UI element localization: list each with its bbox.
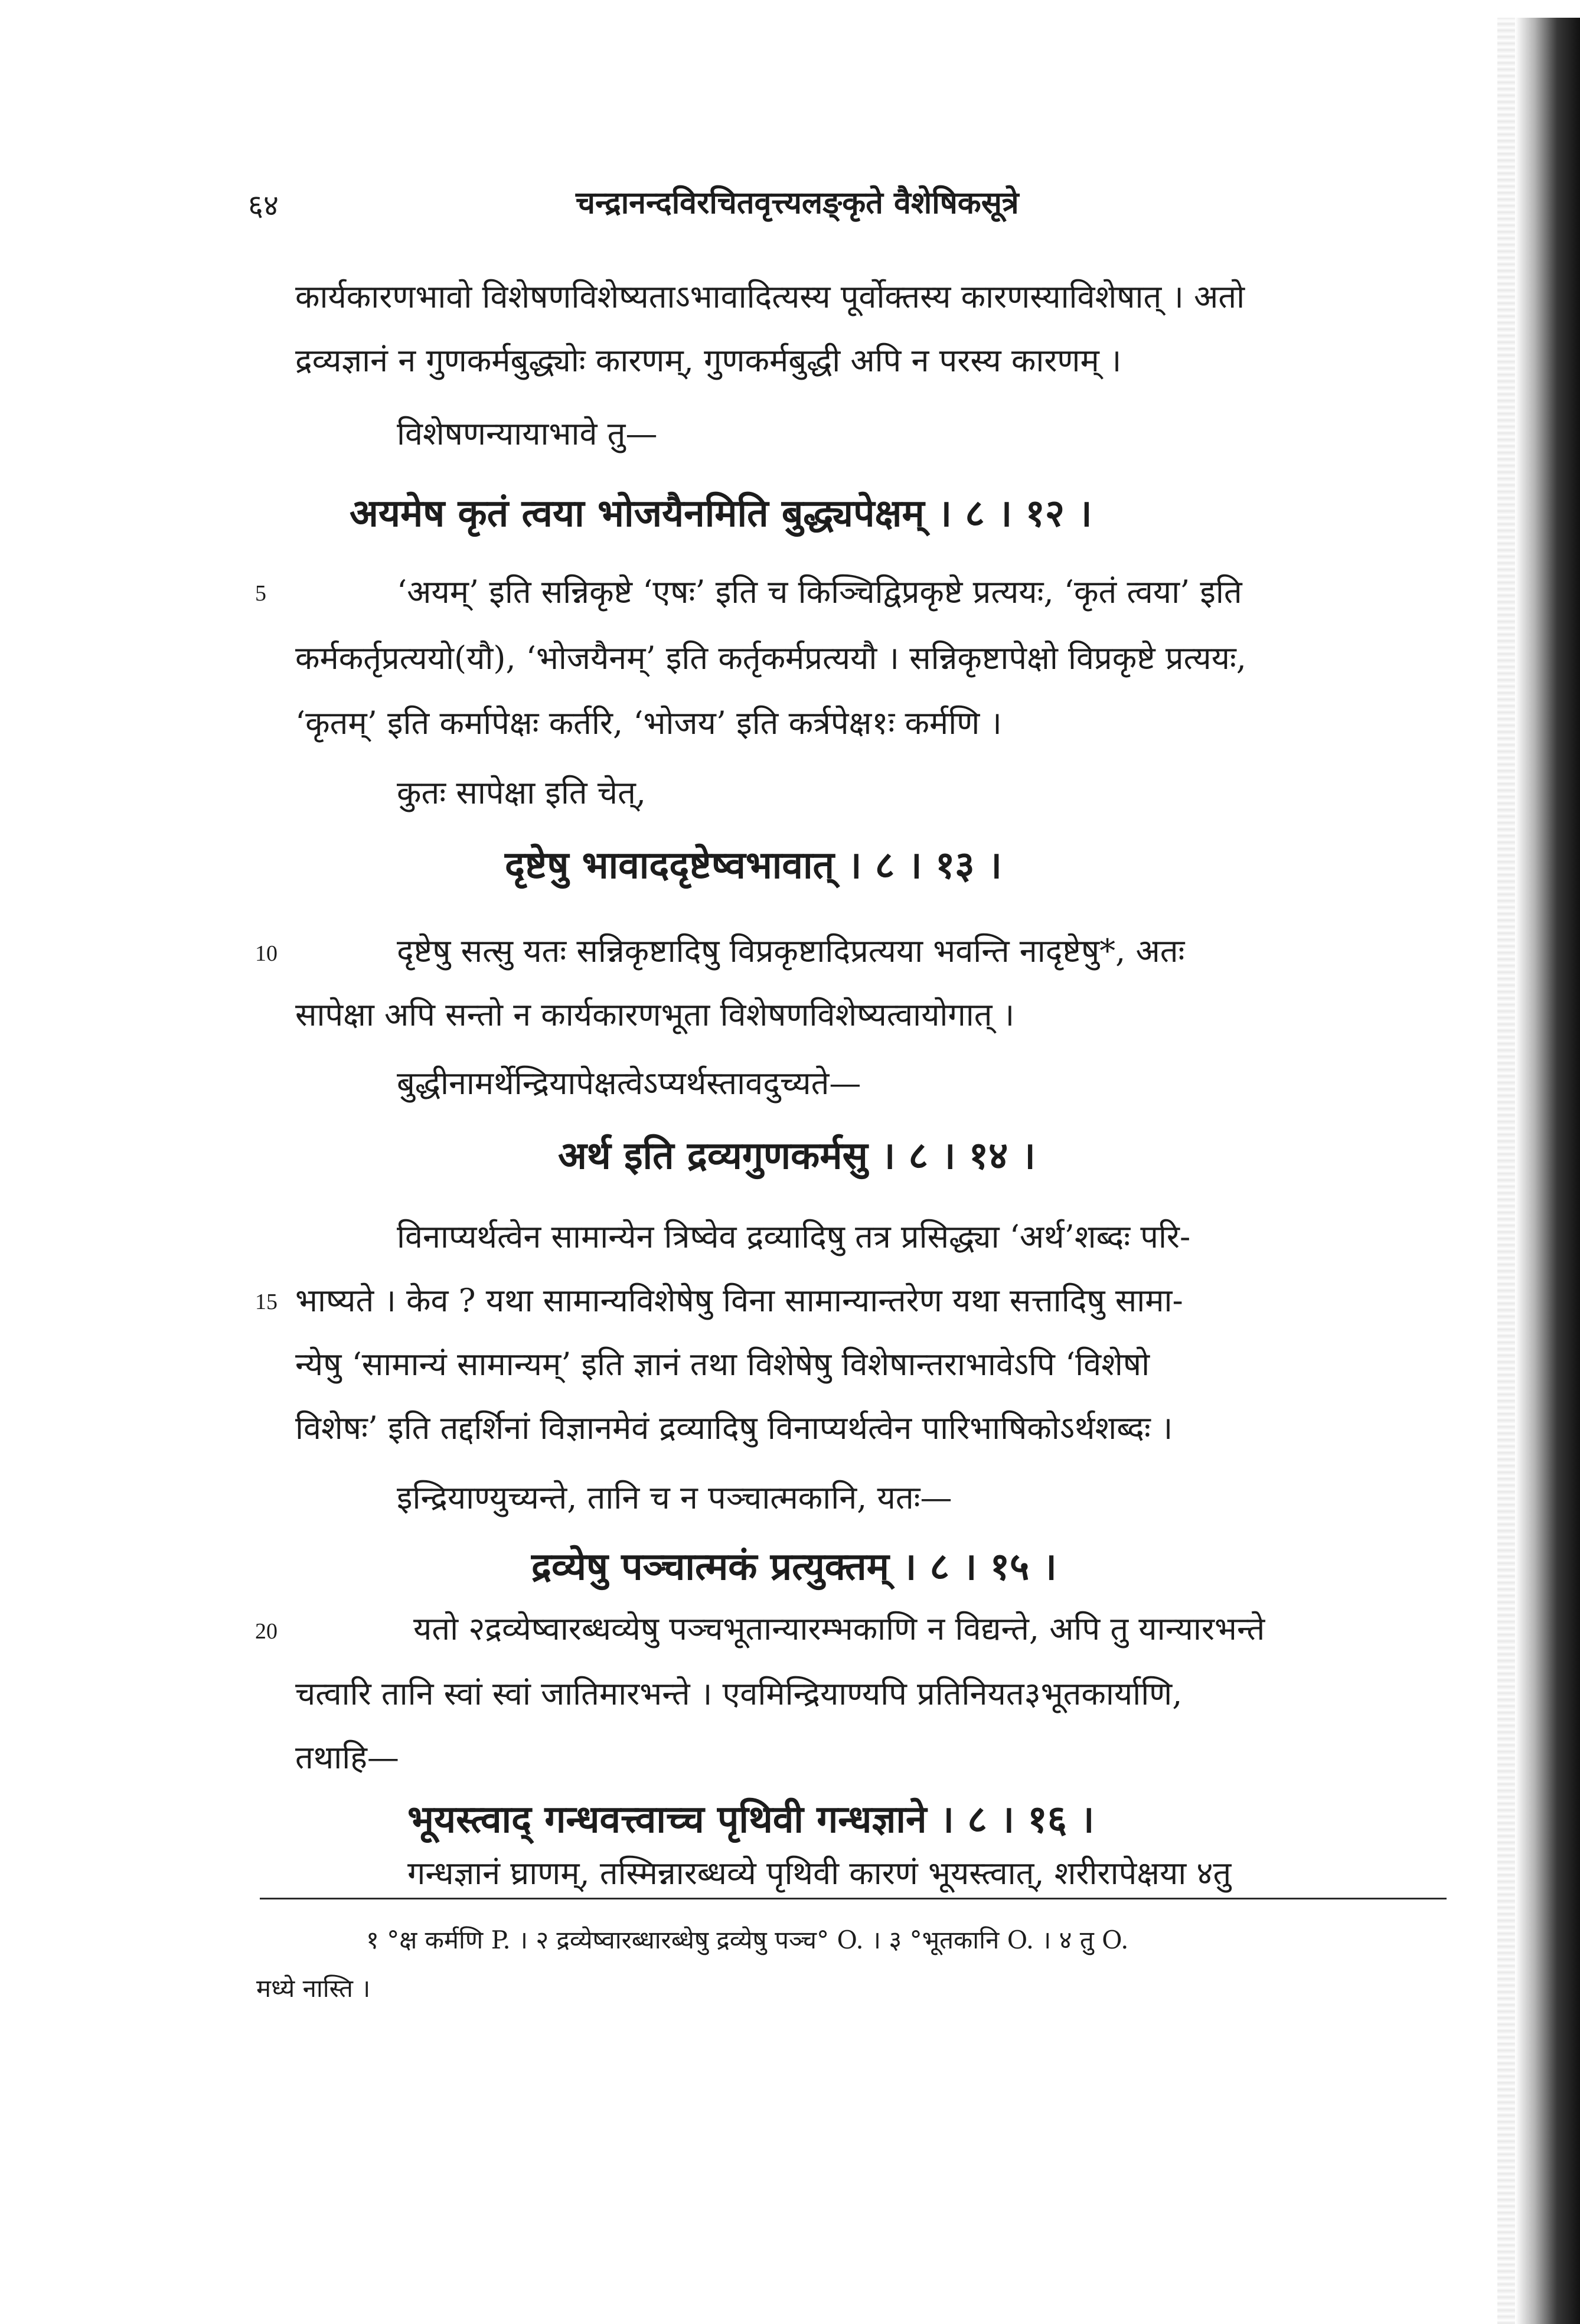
line-number-20: 20 bbox=[255, 1619, 278, 1644]
line-number-10: 10 bbox=[255, 941, 278, 966]
text-line-4: ‘अयम्’ इति सन्निकृष्टे ‘एषः’ इति च किञ्चिद्विप्रकृष्टे प्रत्ययः, ‘कृतं त्वया’ इति bbox=[397, 573, 1242, 611]
text-line-12: भाष्यते । केव ? यथा सामान्यविशेषेषु विना सामान्यान्तरेण यथा सत्तादिषु सामा- bbox=[295, 1282, 1183, 1319]
footnote-line-1: १ °क्ष कर्मणि P. । २ द्रव्येष्वारब्धारब्धेषु द्रव्येषु पञ्च° O. । ३ °भूतकानि O. । ४ तु O. bbox=[366, 1925, 1129, 1954]
text-line-19: गन्धज्ञानं घ्राणम्, तस्मिन्नारब्धव्ये पृथिवी कारणं भूयस्त्वात्, शरीरापेक्षया ४तु bbox=[407, 1855, 1232, 1892]
text-line-14: विशेषः’ इति तद्दर्शिनां विज्ञानमेवं द्रव्यादिषु विनाप्यर्थत्वेन पारिभाषिकोऽर्थशब्दः । bbox=[295, 1409, 1173, 1447]
text-line-7: कुतः सापेक्षा इति चेत्, bbox=[397, 774, 647, 811]
sutra-8-16: भूयस्त्वाद् गन्धवत्त्वाच्च पृथिवी गन्धज्ञाने । ८ । १६ । bbox=[407, 1797, 1095, 1842]
sutra-8-12: अयमेष कृतं त्वया भोजयैनमिति बुद्ध्यपेक्षम् । ८ । १२ । bbox=[350, 491, 1092, 536]
text-line-11: विनाप्यर्थत्वेन सामान्येन त्रिष्वेव द्रव्यादिषु तत्र प्रसिद्ध्या ‘अर्थ’शब्दः परि- bbox=[397, 1218, 1191, 1255]
text-line-16: यतो २द्रव्येष्वारब्धव्येषु पञ्चभूतान्यारम्भकाणि न विद्यन्ते, अपि तु यान्यारभन्ते bbox=[413, 1610, 1265, 1647]
sutra-8-15: द्रव्येषु पञ्चात्मकं प्रत्युक्तम् । ८ । १५ । bbox=[531, 1545, 1057, 1589]
text-line-2: द्रव्यज्ञानं न गुणकर्मबुद्ध्योः कारणम्, गुणकर्मबुद्धी अपि न परस्य कारणम् । bbox=[295, 342, 1122, 379]
text-line-3: विशेषणन्यायाभावे तु— bbox=[397, 415, 658, 452]
text-line-13: न्येषु ‘सामान्यं सामान्यम्’ इति ज्ञानं तथा विशेषेषु विशेषान्तराभावेऽपि ‘विशेषो bbox=[295, 1346, 1150, 1383]
line-number-5: 5 bbox=[255, 581, 266, 606]
sutra-8-13: दृष्टेषु भावाददृष्टेष्वभावात् । ८ । १३ । bbox=[505, 843, 1003, 887]
footnote-line-2: मध्ये नास्ति । bbox=[256, 1974, 371, 2003]
sutra-8-14: अर्थ इति द्रव्यगुणकर्मसु । ८ । १४ । bbox=[558, 1134, 1036, 1178]
text-line-5: कर्मकर्तृप्रत्ययो(यौ), ‘भोजयैनम्’ इति कर्तृकर्मप्रत्ययौ । सन्निकृष्टापेक्षो विप्रकृष्टे प्रत्ययः, bbox=[295, 639, 1246, 677]
text-line-1: कार्यकारणभावो विशेषणविशेष्यताऽभावादित्यस्य पूर्वोक्तस्य कारणस्याविशेषात् । अतो bbox=[295, 278, 1245, 315]
book-binding-edge bbox=[1515, 18, 1580, 2324]
line-number-15: 15 bbox=[255, 1290, 278, 1314]
text-line-17: चत्वारि तानि स्वां स्वां जातिमारभन्ते । एवमिन्द्रियाण्यपि प्रतिनियत३भूतकार्याणि, bbox=[295, 1675, 1183, 1712]
page-number: ६४ bbox=[248, 188, 279, 223]
text-line-6: ‘कृतम्’ इति कर्मापेक्षः कर्तरि, ‘भोजय’ इति कर्त्रपेक्ष१ः कर्मणि । bbox=[295, 704, 1002, 742]
text-line-18: तथाहि— bbox=[295, 1739, 399, 1776]
text-line-15: इन्द्रियाण्युच्यन्ते, तानि च न पञ्चात्मकानि, यतः— bbox=[397, 1479, 952, 1516]
text-line-10: बुद्धीनामर्थेन्द्रियापेक्षत्वेऽप्यर्थस्तावदुच्यते— bbox=[397, 1065, 861, 1102]
scan-shadow bbox=[1497, 18, 1515, 2324]
text-line-8: दृष्टेषु सत्सु यतः सन्निकृष्टादिषु विप्रकृष्टादिप्रत्यया भवन्ति नादृष्टेषु*, अतः bbox=[397, 932, 1185, 970]
footnote-rule bbox=[260, 1898, 1447, 1899]
text-line-9: सापेक्षा अपि सन्तो न कार्यकारणभूता विशेषणविशेष्यत्वायोगात् । bbox=[295, 996, 1015, 1033]
running-title: चन्द्रानन्दविरचितवृत्त्यलङ्कृते वैशेषिकसूत्रे bbox=[576, 185, 1019, 221]
